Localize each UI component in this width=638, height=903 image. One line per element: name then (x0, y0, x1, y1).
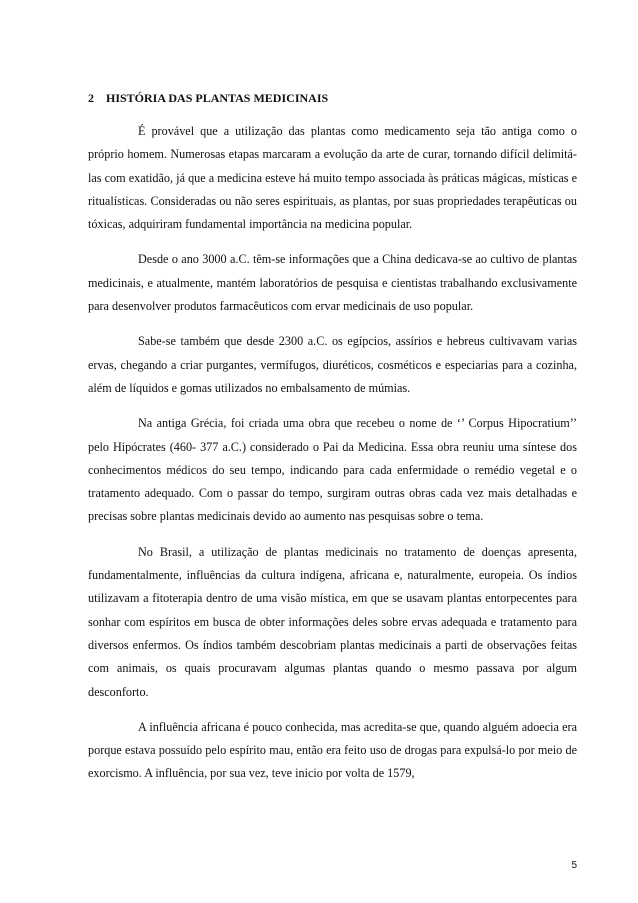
paragraph: No Brasil, a utilização de plantas medicinais no tratamento de doenças apresenta, fundamentalmente, influências da cultura indígena, africana e, naturalmente, europeia. Os índios utilizavam a fitoterapia dentro de uma visão mística, em que se usavam plantas entorpecentes para sonhar com espíritos em busca de obter informações deles sobre ervas adequada e tratamento para diversos enfermos. Os índios também descobriam plantas medicinais a parti de observações feitas com animais, os quais procuravam algumas plantas quando o mesmo passava por algum desconforto. (88, 544, 577, 699)
paragraph: Desde o ano 3000 a.C. têm-se informações que a China dedicava-se ao cultivo de plantas medicinais, e atualmente, mantém laboratórios de pesquisa e cientistas trabalhando exclusivamente para desenvolver produtos farmacêuticos com ervar medicinais de uso popular. (88, 252, 577, 314)
section-number: 2 (88, 91, 94, 105)
paragraph: Sabe-se também que desde 2300 a.C. os egípcios, assírios e hebreus cultivavam varias ervas, chegando a criar purgantes, vermífugos, diuréticos, cosméticos e especiarias para a cozinha, além de líquidos e gomas utilizados no embalsamento de múmias. (88, 334, 577, 395)
body-text (88, 120, 577, 798)
paragraph: A influência africana é pouco conhecida, mas acredita-se que, quando alguém adoecia era porque estava possuído pelo espírito mau, então era feito uso de drogas para expulsá-lo por meio de exorcismo. A influência, por sua vez, teve inicio por volta de 1579, (88, 719, 577, 781)
section-heading (88, 91, 328, 106)
page-number: 5 (571, 860, 577, 871)
paragraph: É provável que a utilização das plantas como medicamento seja tão antiga como o próprio homem. Numerosas etapas marcaram a evolução da arte de curar, tornando difícil delimitá-las com exatidão, já que a medicina esteve há muito tempo associada às práticas mágicas, místicas e ritualísticas. Consideradas ou não seres espirituais, as plantas, por suas propriedades terapêuticas ou tóxicas, adquiriram fundamental importância na medicina popular. (88, 124, 577, 232)
section-title: HISTÓRIA DAS PLANTAS MEDICINAIS (106, 91, 329, 105)
paragraph: Na antiga Grécia, foi criada uma obra que recebeu o nome de ‘’ Corpus Hipocratium’’ pelo Hipócrates (460- 377 a.C.) considerado o Pai da Medicina. Essa obra reuniu uma síntese dos conhecimentos médicos do seu tempo, indicando para cada enfermidade o remédio vegetal e o tratamento adequado. Com o passar do tempo, surgiram outras obras cada vez mais detalhadas e precisas sobre plantas medicinais devido ao aumento nas pesquisas sobre o tema. (88, 416, 577, 524)
